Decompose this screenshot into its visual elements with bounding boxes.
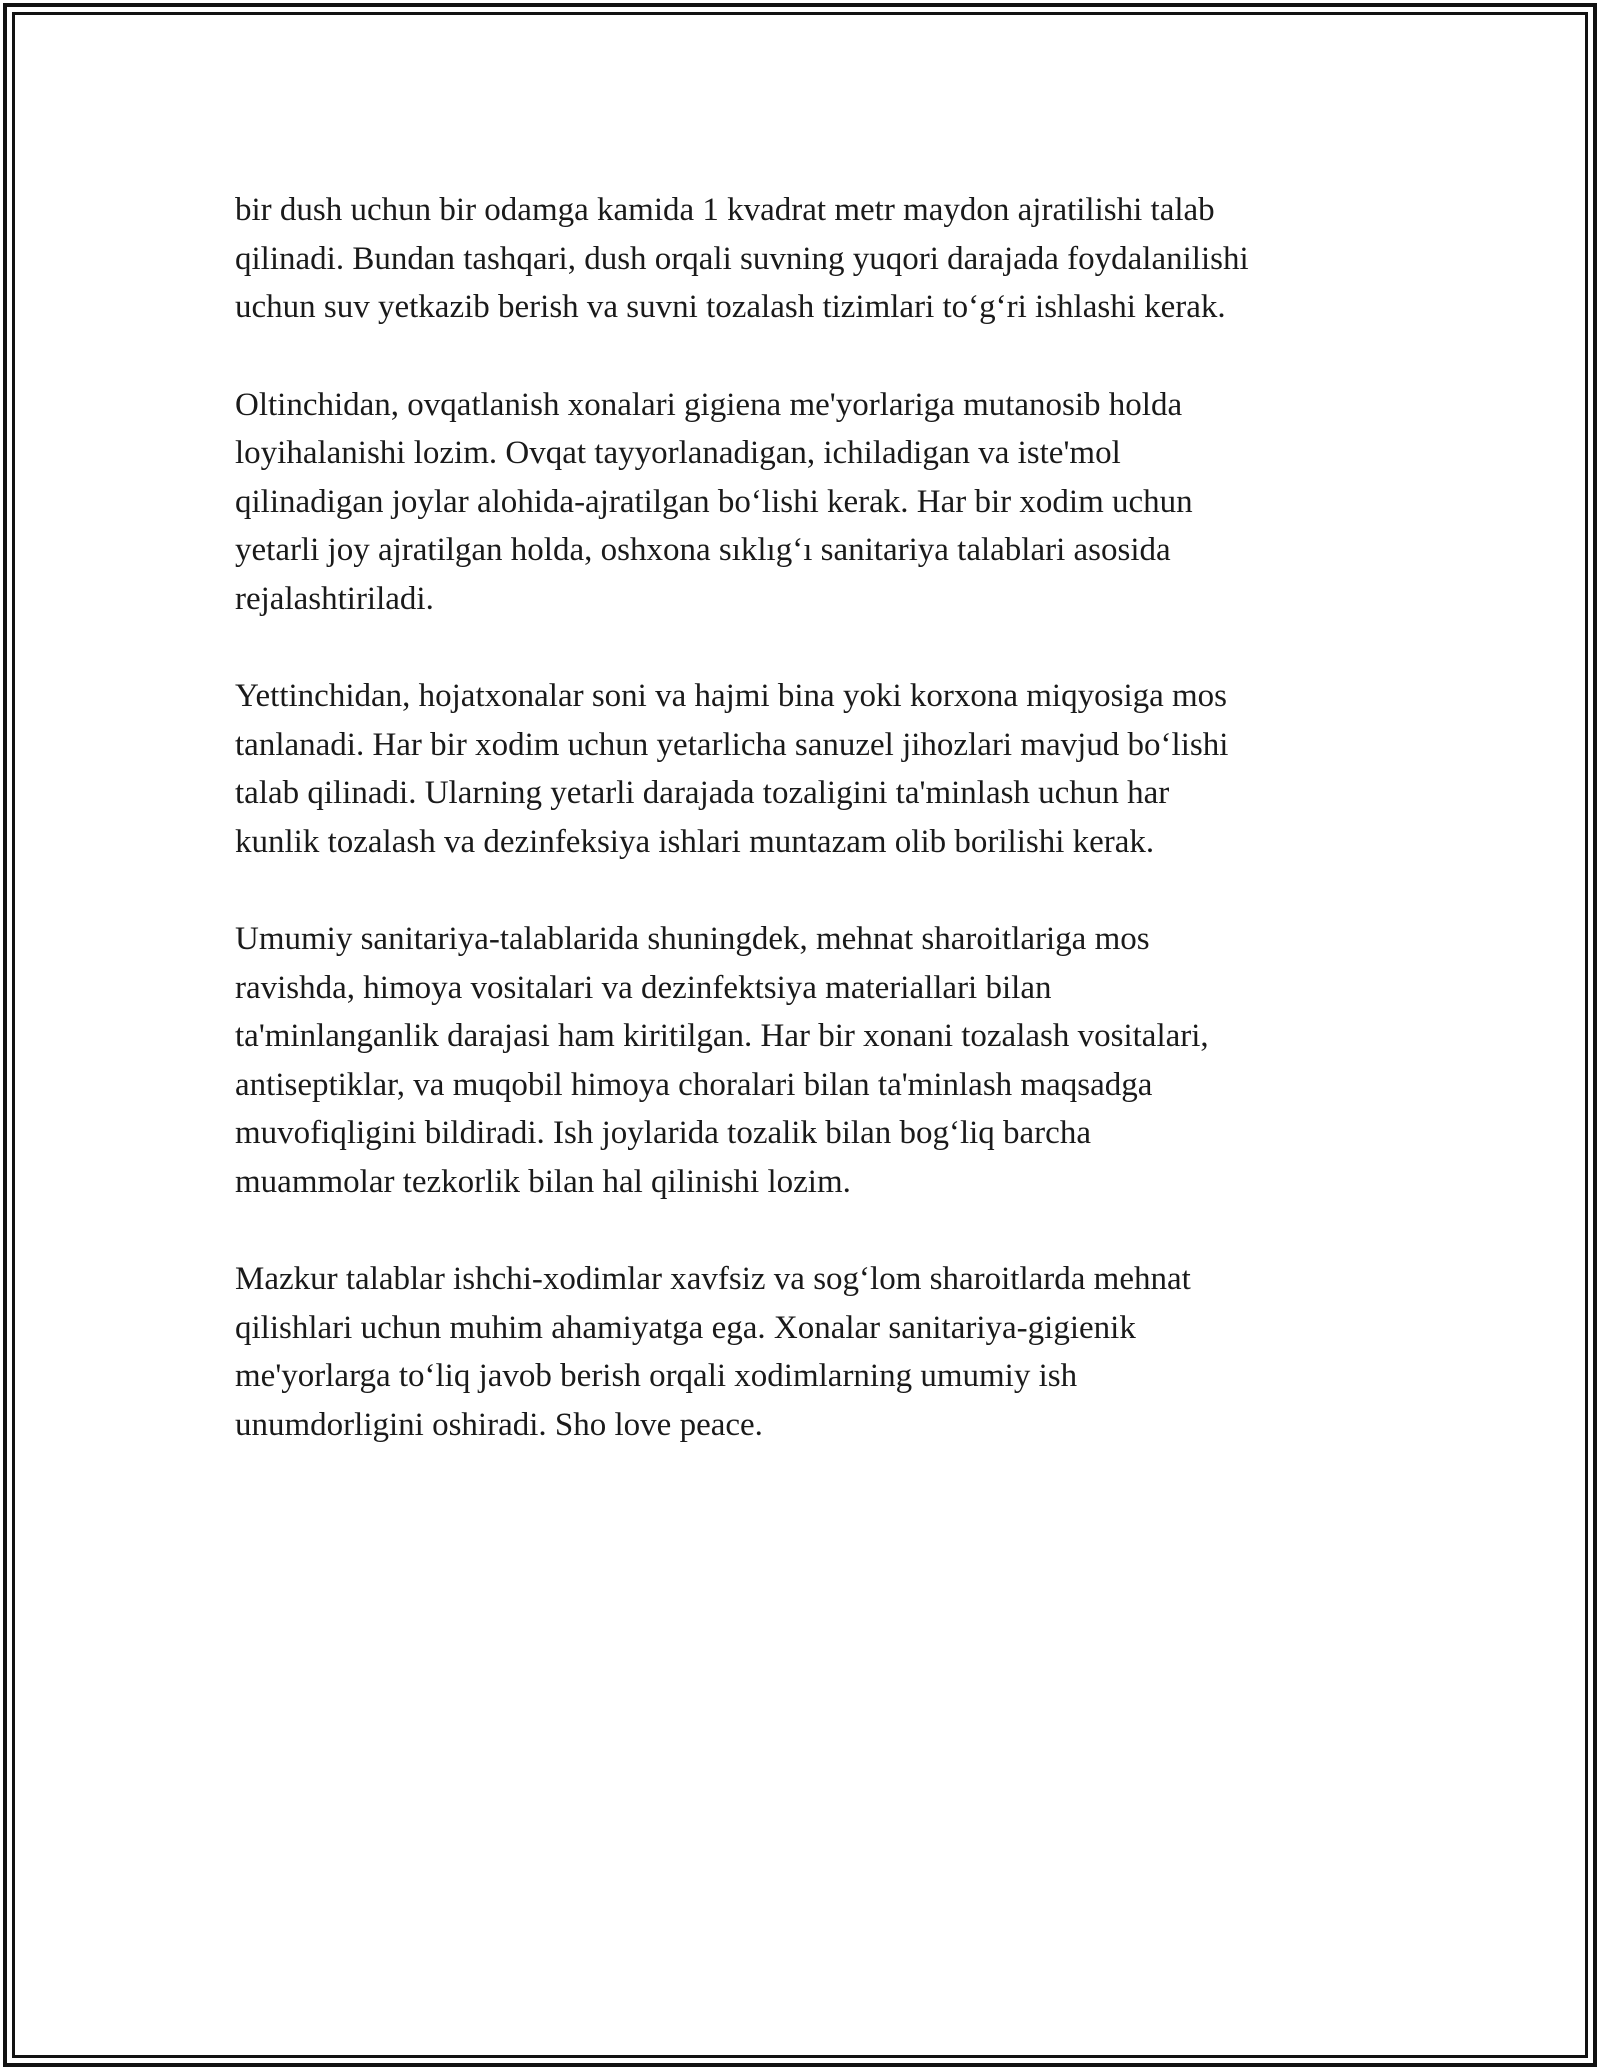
document-body bbox=[235, 186, 1385, 1498]
paragraph-conclusion: Mazkur talablar ishchi-xodimlar xavfsiz va sog‘lom sharoitlarda mehnat qilishlari uchun muhim ahamiyatga ega. Xonalar sanitariya-gigienik me'yorlarga to‘liq javob berish orqali xodimlarning umumiy ish unumdorligini oshiradi. Sho love peace. bbox=[235, 1261, 1191, 1443]
paragraph-toilets: Yettinchidan, hojatxonalar soni va hajmi bina yoki korxona miqyosiga mos tanlanadi. Har bir xodim uchun yetarlicha sanuzel jihozlari mavjud bo‘lishi talab qilinadi. Ularning yetarli darajada tozaligini ta'minlash uchun har kunlik tozalash va dezinfeksiya ishlari muntazam olib borilishi kerak. bbox=[235, 678, 1229, 860]
paragraph-shower-requirements: bir dush uchun bir odamga kamida 1 kvadrat metr maydon ajratilishi talab qilinadi. Bundan tashqari, dush orqali suvning yuqori darajada foydalanilishi uchun suv yetkazib berish va suvni tozalash tizimlari to‘g‘ri ishlashi kerak. bbox=[235, 192, 1249, 325]
paragraph-general-sanitary: Umumiy sanitariya-talablarida shuningdek, mehnat sharoitlariga mos ravishda, himoya vositalari va dezinfektsiya materiallari bilan ta'minlanganlik darajasi ham kiritilgan. Har bir xonani tozalash vositalari, antiseptiklar, va muqobil himoya choralari bilan ta'minlash maqsadga muvofiqligini bildiradi. Ish joylarida tozalik bilan bog‘liq barcha muammolar tezkorlik bilan hal qilinishi lozim. bbox=[235, 921, 1209, 1200]
paragraph-dining-rooms: Oltinchidan, ovqatlanish xonalari gigiena me'yorlariga mutanosib holda loyihalanishi lozim. Ovqat tayyorlanadigan, ichiladigan va iste'mol qilinadigan joylar alohida-ajratilgan bo‘lishi kerak. Har bir xodim uchun yetarli joy ajratilgan holda, oshxona sıklıg‘ı sanitariya talablari asosida rejalashtiriladi. bbox=[235, 386, 1193, 617]
